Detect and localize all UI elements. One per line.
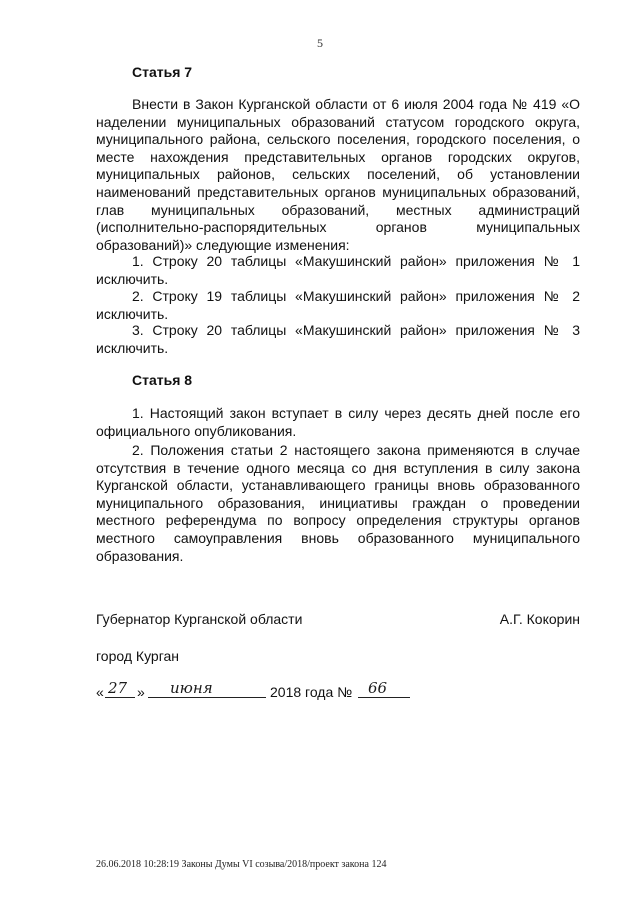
article-7-item-2: 2. Строку 19 таблицы «Макушинский район» приложения № 2 исключить. xyxy=(96,288,580,322)
date-line xyxy=(96,678,496,702)
page-number: 5 xyxy=(317,36,323,50)
article-7-heading: Статья 7 xyxy=(132,64,193,80)
article-7-intro: Внести в Закон Курганской области от 6 июля 2004 года № 419 «О наделении муниципальных образований статусом городского округа, муниципального района, сельского поселения, городского поселения, о месте нахождения представительных органов городских округов, муниципальных районов, сельских поселений, об установлении наименований представительных органов муниципальных образований, глав муниципальных образований, местных администраций (исполнительно-распорядительных органов муниципальных образований)» следующие изменения: xyxy=(96,96,580,253)
article-8-item-1: 1. Настоящий закон вступает в силу через десять дней после его официального опубликования. xyxy=(96,405,580,439)
date-open-quote: « xyxy=(96,684,104,700)
footer-path: 26.06.2018 10:28:19 Законы Думы VI созыва/2018/проект закона 124 xyxy=(96,859,387,870)
city: город Курган xyxy=(96,648,180,664)
date-year-text: 2018 года № xyxy=(270,684,353,700)
signature-position: Губернатор Курганской области xyxy=(96,611,303,627)
signature-name: А.Г. Кокорин xyxy=(499,611,580,627)
article-8-heading: Статья 8 xyxy=(132,372,193,388)
date-close-quote: » xyxy=(137,684,145,700)
signature-row xyxy=(96,611,580,627)
article-8-item-2: 2. Положения статьи 2 настоящего закона применяются в случае отсутствия в течение одного месяца со дня вступления в силу закона Курганской области, устанавливающего границы вновь образованного муниципального образования, инициативы граждан о проведении местного референдума по вопросу определения структуры органов местного самоуправления вновь образованного муниципального образования. xyxy=(96,442,580,564)
article-7-item-3: 3. Строку 20 таблицы «Макушинский район» приложения № 3 исключить. xyxy=(96,322,580,356)
handwritten-day: 27 xyxy=(108,679,128,697)
article-7-item-1: 1. Строку 20 таблицы «Макушинский район» приложения № 1 исключить. xyxy=(96,253,580,287)
handwritten-month: июня xyxy=(170,679,213,697)
handwritten-number: 66 xyxy=(368,679,388,697)
